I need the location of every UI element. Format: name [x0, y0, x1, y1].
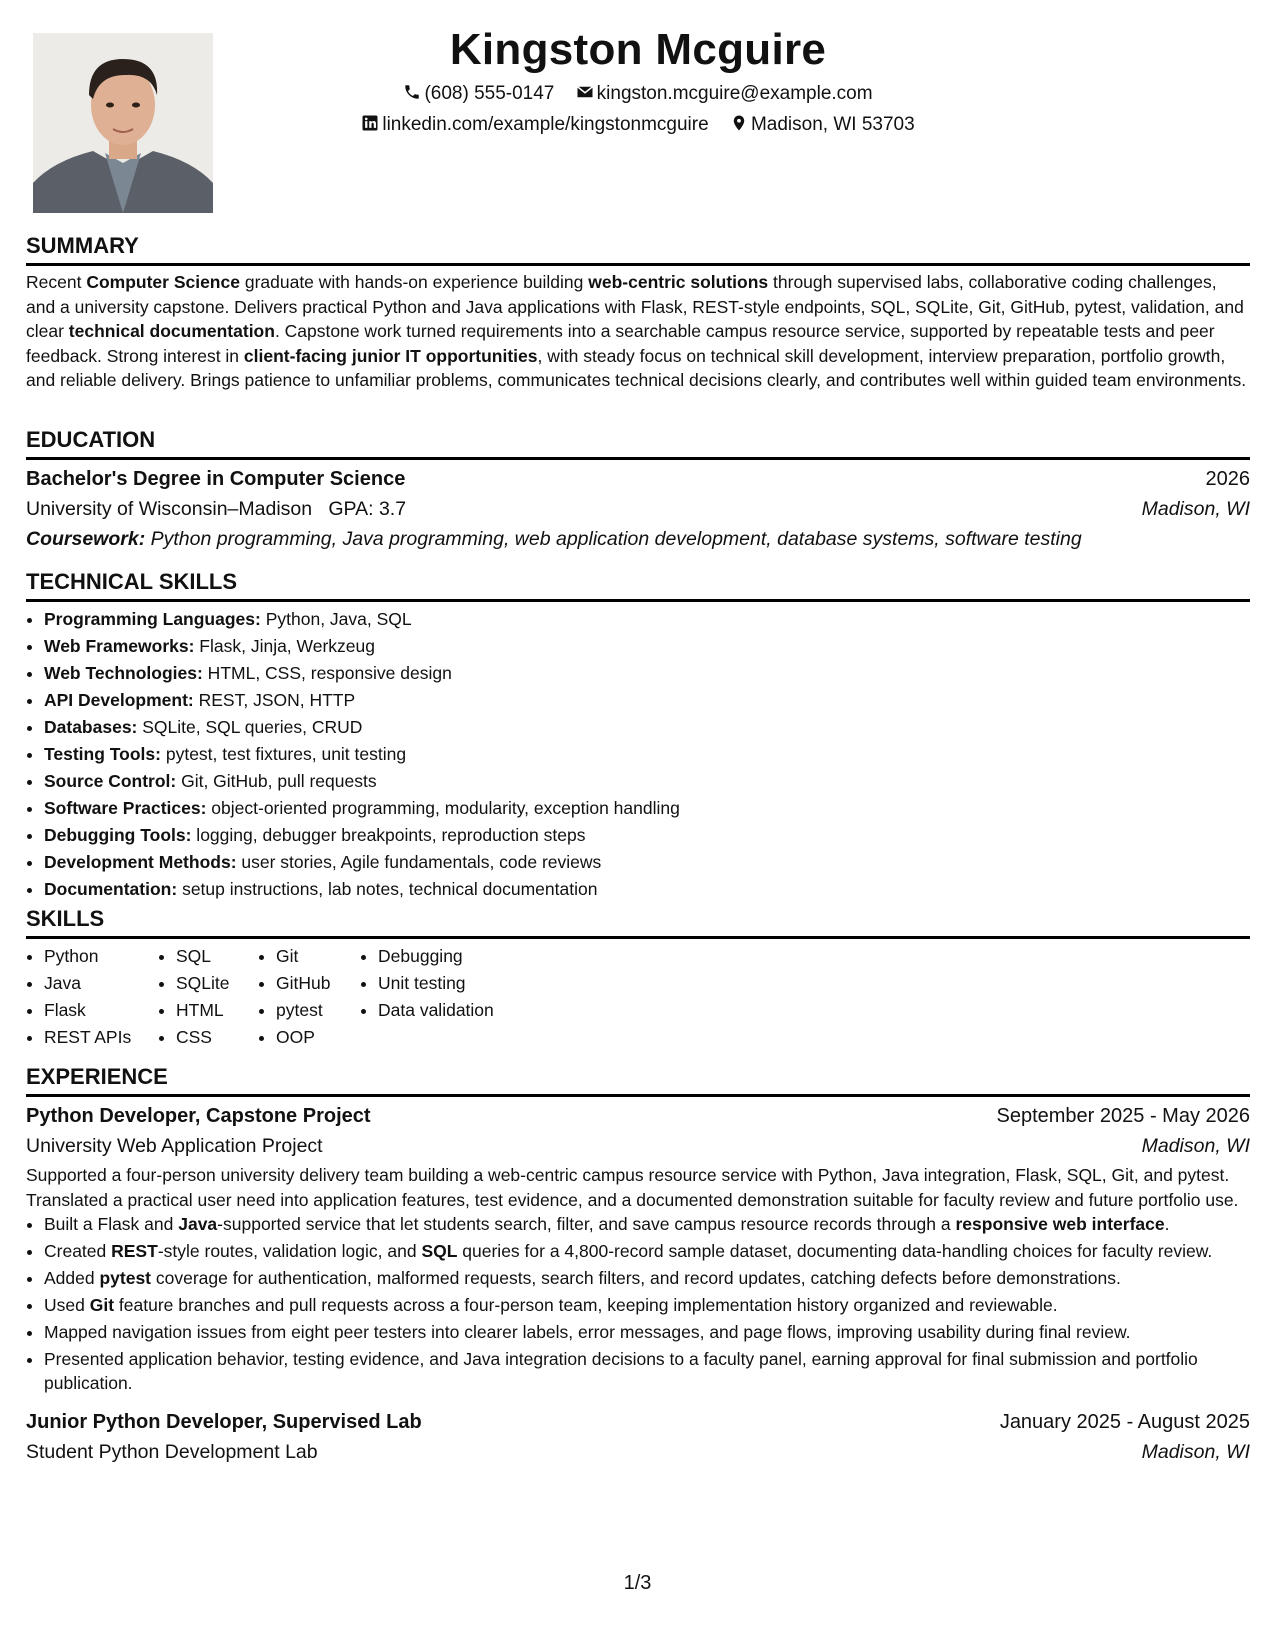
- resume-header: [26, 22, 1250, 140]
- tech-skill-item: [44, 795, 1250, 822]
- section-title-skills: SKILLS: [26, 906, 1250, 939]
- contact-line-2: [26, 110, 1250, 140]
- tech-skill-item: [44, 714, 1250, 741]
- coursework-list: Python programming, Java programming, web application development, database systems, software testing: [145, 528, 1082, 550]
- body-text: -supported service that let students search, filter, and save campus resource records through a: [217, 1214, 956, 1235]
- tech-skill-label: Programming Languages:: [44, 609, 261, 629]
- degree-name: Bachelor's Degree in Computer Science: [26, 468, 406, 490]
- emphasis-text: technical documentation: [68, 321, 275, 342]
- skill-item: • Flask: [44, 997, 158, 1024]
- tech-skill-label: Source Control:: [44, 771, 177, 791]
- body-text: feature branches and pull requests across a four-person team, keeping implementation history organized and reviewable.: [114, 1295, 1058, 1316]
- coursework: [26, 524, 1250, 554]
- body-text: . Capstone work turned requirements into a searchable campus resource service, supported by repeatable tests and peer feedback. Strong interest in: [26, 321, 1215, 366]
- tech-skill-label: Development Methods:: [44, 852, 237, 872]
- tech-skill-label: Web Frameworks:: [44, 636, 195, 656]
- section-title-summary: SUMMARY: [26, 233, 1250, 266]
- linkedin-icon: [361, 114, 379, 132]
- body-text: Created: [44, 1241, 112, 1262]
- tech-skill-value: SQLite, SQL queries, CRUD: [137, 717, 363, 737]
- skill-item: • SQL: [176, 943, 258, 970]
- skill-item: • Git: [276, 943, 360, 970]
- job-organization: University Web Application Project: [26, 1135, 323, 1157]
- tech-skill-value: Flask, Jinja, Werkzeug: [194, 636, 375, 656]
- tech-skill-value: setup instructions, lab notes, technical documentation: [177, 879, 598, 899]
- job-bullet-list: [26, 1212, 1250, 1395]
- tech-skill-label: Debugging Tools:: [44, 825, 192, 845]
- graduation-year: 2026: [1205, 468, 1250, 490]
- coursework-label: Coursework:: [26, 528, 146, 550]
- envelope-icon: [576, 83, 594, 101]
- job-bullet: [44, 1347, 1250, 1395]
- body-text: -style routes, validation logic, and: [157, 1241, 422, 1262]
- body-text: Used: [44, 1295, 90, 1316]
- skill-item: • Data validation: [378, 997, 538, 1024]
- school-name: University of Wisconsin–Madison: [26, 498, 313, 520]
- job-dates: January 2025 - August 2025: [999, 1411, 1250, 1434]
- job-location: Madison, WI: [1141, 1135, 1250, 1157]
- contact-line-1: [26, 79, 1250, 109]
- body-text: graduate with hands-on experience building: [239, 272, 589, 292]
- tech-skill-value: REST, JSON, HTTP: [193, 690, 356, 710]
- tech-skill-label: Web Technologies:: [44, 663, 203, 683]
- emphasis-text: client-facing junior IT opportunities: [243, 345, 538, 366]
- tech-skill-item: [44, 741, 1250, 768]
- job-description: Supported a four-person university delivery team building a web-centric campus resource service with Python, Java integration, Flask, SQL, Git, and pytest. Translated a practical user need into application features, test evidence, and a documented demonstration suitable for faculty review and future portfolio use.: [26, 1165, 1239, 1210]
- body-text: Recent: [26, 272, 87, 292]
- emphasis-text: SQL: [421, 1241, 458, 1262]
- technical-skills-section: [26, 569, 1250, 903]
- summary-paragraph: [26, 270, 1250, 393]
- skill-item: • Python: [44, 943, 158, 970]
- emphasis-text: pytest: [99, 1268, 152, 1289]
- candidate-name: Kingston Mcguire: [449, 25, 827, 74]
- tech-skill-value: user stories, Agile fundamentals, code reviews: [236, 852, 602, 872]
- skills-column-4: [360, 943, 538, 1051]
- job-location: Madison, WI: [1141, 1441, 1250, 1464]
- section-title-education: EDUCATION: [26, 427, 1250, 460]
- emphasis-text: Computer Science: [86, 272, 240, 292]
- emphasis-text: Java: [178, 1214, 218, 1235]
- tech-skill-item: [44, 660, 1250, 687]
- job-bullet: [44, 1212, 1250, 1236]
- tech-skill-label: API Development:: [44, 690, 194, 710]
- job-title: Python Developer, Capstone Project: [26, 1105, 371, 1127]
- linkedin-contact: [361, 110, 708, 140]
- tech-skill-value: pytest, test fixtures, unit testing: [160, 744, 407, 764]
- body-text: Built a Flask and: [44, 1214, 179, 1235]
- emphasis-text: Git: [89, 1295, 115, 1316]
- body-text: queries for a 4,800-record sample dataset, documenting data-handling choices for faculty review.: [457, 1241, 1213, 1262]
- linkedin-url[interactable]: linkedin.com/example/kingstonmcguire: [382, 114, 709, 135]
- body-text: .: [1164, 1214, 1170, 1235]
- gpa: GPA: 3.7: [328, 498, 407, 520]
- job-organization: Student Python Development Lab: [26, 1441, 318, 1464]
- tech-skill-value: logging, debugger breakpoints, reproduction steps: [191, 825, 586, 845]
- technical-skills-list: [26, 606, 1250, 903]
- skill-item: • GitHub: [276, 970, 360, 997]
- body-text: through supervised labs, collaborative coding challenges, and a university capstone. Delivers practical Python and Java applications with Flask, REST-style endpoints, SQL, SQLite, Git, GitHub, pytest, validation, and clear: [26, 272, 1244, 342]
- phone-number: (608) 555-0147: [424, 83, 555, 104]
- job-header-row: [26, 1407, 1250, 1437]
- tech-skill-value: Git, GitHub, pull requests: [176, 771, 377, 791]
- tech-skill-item: [44, 822, 1250, 849]
- job-title: Junior Python Developer, Supervised Lab: [26, 1411, 422, 1434]
- body-text: Presented application behavior, testing evidence, and Java integration decisions to a faculty panel, earning approval for final submission and portfolio publication.: [44, 1349, 1198, 1394]
- emphasis-text: responsive web interface: [955, 1214, 1165, 1235]
- skills-section: [26, 906, 1250, 1051]
- skill-item: • Debugging: [378, 943, 538, 970]
- job-bullet: [44, 1320, 1250, 1344]
- skills-column-1: [26, 943, 158, 1051]
- phone-icon: [403, 83, 421, 101]
- body-text: coverage for authentication, malformed requests, search filters, and record updates, catching defects before demonstrations.: [151, 1268, 1121, 1289]
- school-location: Madison, WI: [1141, 498, 1250, 520]
- skill-item: • Unit testing: [378, 970, 538, 997]
- body-text: Added: [44, 1268, 100, 1289]
- education-degree-row: [26, 464, 1250, 494]
- emphasis-text: web-centric solutions: [588, 272, 769, 292]
- skill-item: • Java: [44, 970, 158, 997]
- map-pin-icon: [730, 114, 748, 132]
- job-org-row: [26, 1437, 1250, 1467]
- job-bullet: [44, 1266, 1250, 1290]
- location-contact: [730, 110, 915, 140]
- tech-skill-item: [44, 633, 1250, 660]
- email-contact: [576, 79, 873, 109]
- experience-section: [26, 1064, 1250, 1467]
- skills-column-2: [158, 943, 258, 1051]
- tech-skill-value: HTML, CSS, responsive design: [202, 663, 452, 683]
- job-bullet: [44, 1239, 1250, 1263]
- job-dates: September 2025 - May 2026: [996, 1105, 1250, 1127]
- skill-item: • pytest: [276, 997, 360, 1024]
- skill-item: • OOP: [276, 1024, 360, 1051]
- experience-entry-1: [26, 1101, 1250, 1395]
- tech-skill-item: [44, 849, 1250, 876]
- experience-entry-2: [26, 1407, 1250, 1467]
- job-header-row: [26, 1101, 1250, 1131]
- tech-skill-label: Software Practices:: [44, 798, 207, 818]
- tech-skill-label: Documentation:: [44, 879, 178, 899]
- skill-item: • REST APIs: [44, 1024, 158, 1051]
- skill-item: • HTML: [176, 997, 258, 1024]
- tech-skill-item: [44, 768, 1250, 795]
- skill-item: • CSS: [176, 1024, 258, 1051]
- education-school-row: [26, 494, 1250, 524]
- body-text: Mapped navigation issues from eight peer testers into clearer labels, error messages, and page flows, improving usability during final review.: [44, 1322, 1131, 1343]
- page-number: 1/3: [623, 1572, 652, 1594]
- section-title-technical-skills: TECHNICAL SKILLS: [26, 569, 1250, 602]
- education-section: [26, 427, 1250, 554]
- skills-columns: [26, 943, 1250, 1051]
- emphasis-text: REST: [111, 1241, 158, 1262]
- tech-skill-item: [44, 606, 1250, 633]
- tech-skill-value: Python, Java, SQL: [260, 609, 412, 629]
- skills-column-3: [258, 943, 360, 1051]
- section-title-experience: EXPERIENCE: [26, 1064, 1250, 1097]
- job-bullet: [44, 1293, 1250, 1317]
- tech-skill-value: object-oriented programming, modularity, exception handling: [206, 798, 680, 818]
- skill-item: • SQLite: [176, 970, 258, 997]
- tech-skill-item: [44, 876, 1250, 903]
- phone-contact: [403, 79, 554, 109]
- tech-skill-label: Testing Tools:: [44, 744, 161, 764]
- school-line: [26, 494, 406, 524]
- resume-page: [26, 0, 1250, 1650]
- tech-skill-item: [44, 687, 1250, 714]
- body-text: , with steady focus on technical skill development, interview preparation, portfolio growth, and reliable delivery. Brings patience to unfamiliar problems, communicates technical decisions clearly, and contributes well within guided team environments.: [26, 345, 1247, 391]
- job-org-row: [26, 1131, 1250, 1161]
- location-text: Madison, WI 53703: [750, 114, 915, 135]
- tech-skill-label: Databases:: [44, 717, 138, 737]
- email-address[interactable]: kingston.mcguire@example.com: [596, 83, 873, 104]
- summary-section: [26, 233, 1250, 393]
